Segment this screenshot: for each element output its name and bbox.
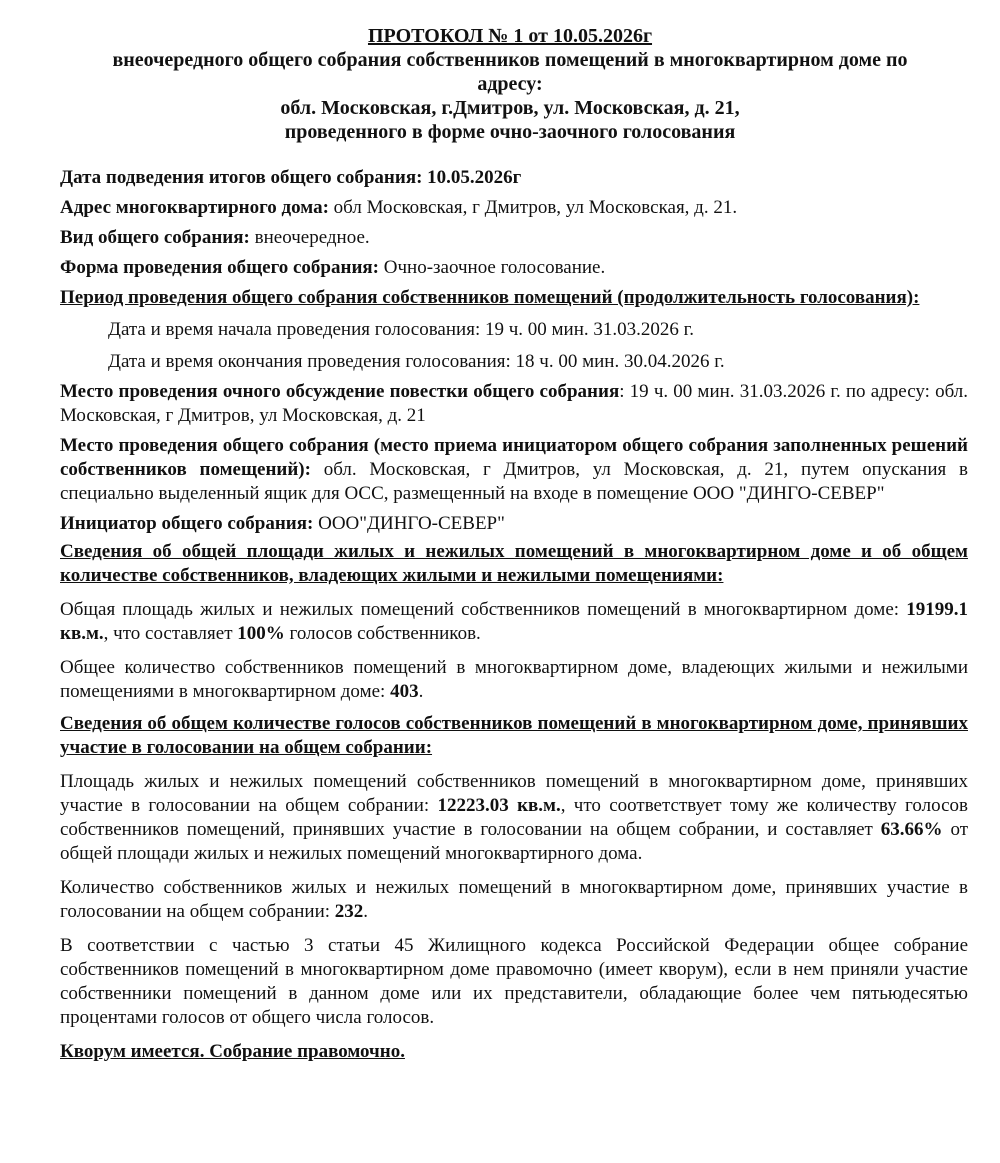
participating-area-paragraph: [60, 770, 968, 866]
participating-owners-end: .: [363, 901, 369, 922]
results-date-label: Дата подведения итогов общего собрания: 10.05.2026г: [60, 167, 522, 188]
quorum-text: Кворум имеется. Собрание правомочно.: [60, 1041, 405, 1062]
meeting-form-label: Форма проведения общего собрания:: [60, 257, 379, 278]
results-date: [60, 166, 968, 190]
quorum-statement: [60, 1040, 968, 1064]
meeting-form-value: Очно-заочное голосование.: [379, 257, 606, 278]
header-address: обл. Московская, г.Дмитров, ул. Московская, д. 21,: [280, 97, 740, 119]
document-header: [52, 24, 968, 144]
area-info-heading-text: Сведения об общей площади жилых и нежилых помещений в многоквартирном доме и об общем количестве собственников, владеющих жилыми и нежилыми помещениями:: [60, 541, 968, 586]
address-label: Адрес многоквартирного дома:: [60, 197, 329, 218]
area-info-heading: [60, 540, 968, 588]
owners-count-paragraph: [60, 656, 968, 704]
participating-area-text-2: , что соответствует тому же количеству голосов собственников помещений, принявших участие в голосовании на общем собрании, и составляет: [60, 795, 968, 840]
participating-area-text: Площадь жилых и нежилых помещений собственников помещений в многоквартирном доме, принявших участие в голосовании на общем собрании:: [60, 771, 968, 816]
total-votes-percent: 100%: [237, 623, 285, 644]
in-person-value: : 19 ч. 00 мин. 31.03.2026 г. по адресу: обл. Московская, г Дмитров, ул Московская, д. 21: [60, 381, 969, 426]
header-line-1: внеочередного общего собрания собственников помещений в многоквартирном доме по: [112, 49, 908, 71]
total-area-text-3: голосов собственников.: [284, 623, 481, 644]
participating-owners-value: 232: [334, 901, 364, 922]
voting-start: Дата и время начала проведения голосования: 19 ч. 00 мин. 31.03.2026 г.: [108, 319, 695, 340]
meeting-type-label: Вид общего собрания:: [60, 227, 250, 248]
in-person-field: [60, 380, 968, 428]
address-field: [60, 196, 968, 220]
meeting-type-field: [60, 226, 968, 250]
total-area-value: 19199.1 кв.м.: [60, 599, 968, 644]
participating-owners-paragraph: [60, 876, 968, 924]
participating-area-value: 12223.03 кв.м.: [437, 795, 561, 816]
legal-basis-paragraph: В соответствии с частью 3 статьи 45 Жилищного кодекса Российской Федерации общее собрание собственников помещений в многоквартирном доме правомочно (имеет кворум), если в нем приняли участие собственники помещений в данном доме или их представители, обладающие более чем пятьюдесятью процентами голосов от общего числа голосов.: [60, 935, 968, 1028]
initiator-value: ООО"ДИНГО-СЕВЕР": [313, 513, 505, 534]
votes-info-heading-text: Сведения об общем количестве голосов собственников помещений в многоквартирном доме, принявших участие в голосовании на общем собрании:: [60, 713, 968, 758]
total-area-text: Общая площадь жилых и нежилых помещений собственников помещений в многоквартирном доме:: [60, 599, 907, 620]
period-heading: [60, 286, 968, 310]
meeting-form-field: [60, 256, 968, 280]
meeting-type-value: внеочередное.: [249, 227, 370, 248]
owners-count-value: 403: [390, 681, 419, 702]
owners-count-end: .: [418, 681, 424, 702]
venue-field: [60, 434, 968, 506]
owners-count-text: Общее количество собственников помещений в многоквартирном доме, владеющих жилыми и нежилыми помещениями в многоквартирном доме:: [60, 657, 968, 702]
in-person-label: Место проведения очного обсуждение повестки общего собрания: [60, 381, 620, 402]
total-area-paragraph: [60, 598, 968, 646]
venue-label: Место проведения общего собрания (место приема инициатором общего собрания заполненных решений собственников помещений):: [60, 435, 968, 480]
total-area-text-2: , что составляет: [103, 623, 238, 644]
address-value: обл Московская, г Дмитров, ул Московская, д. 21.: [328, 197, 738, 218]
initiator-field: [60, 512, 968, 536]
header-line-2: адресу:: [477, 73, 543, 95]
header-form: проведенного в форме очно-заочного голосования: [284, 121, 736, 143]
participating-percent: 63.66%: [880, 819, 943, 840]
protocol-title: ПРОТОКОЛ № 1 от 10.05.2026г: [367, 25, 653, 47]
participating-area-text-3: от общей площади жилых и нежилых помещений многоквартирного дома.: [60, 819, 969, 864]
period-heading-text: Период проведения общего собрания собственников помещений (продолжительность голосования):: [60, 287, 920, 308]
initiator-label: Инициатор общего собрания:: [60, 513, 314, 534]
voting-end: Дата и время окончания проведения голосования: 18 ч. 00 мин. 30.04.2026 г.: [108, 351, 725, 372]
votes-info-heading: [60, 712, 968, 760]
participating-owners-text: Количество собственников жилых и нежилых помещений в многоквартирном доме, принявших участие в голосовании на общем собрании:: [60, 877, 968, 922]
venue-value: обл. Московская, г Дмитров, ул Московская, д. 21, путем опускания в специально выделенный ящик для ОСС, размещенный на входе в помещение ООО "ДИНГО-СЕВЕР": [60, 459, 968, 504]
